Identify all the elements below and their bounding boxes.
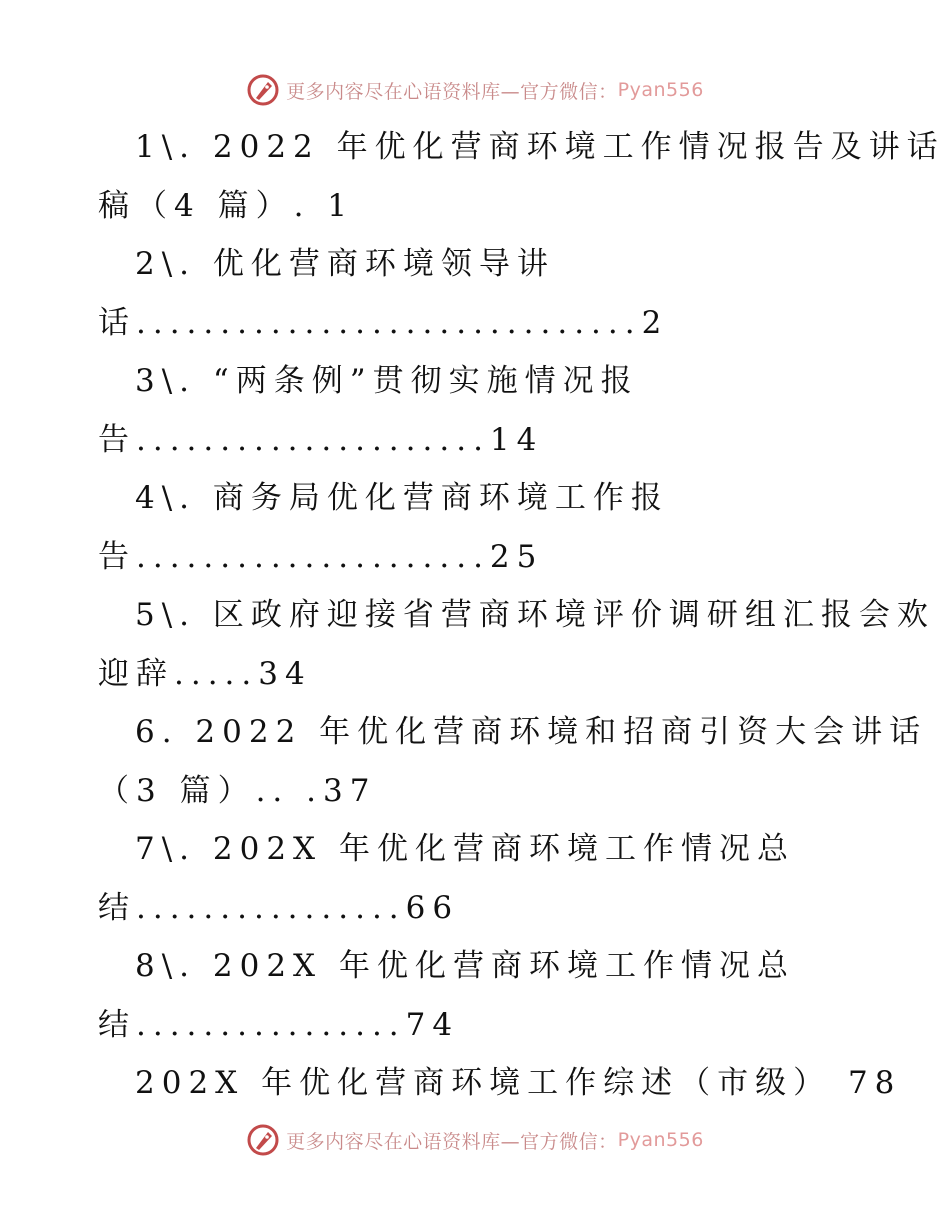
toc-line: 迎辞.....34 bbox=[98, 655, 312, 692]
toc-line: 稿（4 篇）. 1 bbox=[98, 187, 355, 224]
toc-line: 8\. 202X 年优化营商环境工作情况总 bbox=[135, 948, 795, 984]
toc-line: 3\. “两条例”贯彻实施情况报 bbox=[135, 363, 639, 399]
table-of-contents bbox=[98, 118, 945, 1113]
toc-line: 5\. 区政府迎接省营商环境评价调研组汇报会欢 bbox=[135, 597, 935, 633]
toc-line: 4\. 商务局优化营商环境工作报 bbox=[135, 480, 669, 516]
toc-line: 202X 年优化营商环境工作综述（市级） 78 bbox=[135, 1065, 902, 1101]
banner-handle: Pyan556 bbox=[617, 79, 704, 101]
toc-line: 话..............................2 bbox=[98, 304, 669, 341]
banner-text: 更多内容尽在心语资料库—官方微信： bbox=[286, 1130, 618, 1153]
toc-line: 6. 2022 年优化营商环境和招商引资大会讲话 bbox=[135, 714, 928, 750]
toc-line: 7\. 202X 年优化营商环境工作情况总 bbox=[135, 831, 795, 867]
banner-handle: Pyan556 bbox=[617, 1129, 704, 1151]
pen-nib-circle-icon bbox=[246, 73, 280, 107]
toc-line: （3 篇）.. .37 bbox=[98, 772, 377, 809]
toc-line: 结................74 bbox=[98, 1006, 460, 1043]
toc-line: 1\. 2022 年优化营商环境工作情况报告及讲话 bbox=[135, 129, 945, 165]
toc-line: 告.....................14 bbox=[98, 421, 544, 458]
toc-line: 结................66 bbox=[98, 889, 460, 926]
banner-text: 更多内容尽在心语资料库—官方微信： bbox=[286, 80, 618, 103]
pen-nib-circle-icon bbox=[246, 1123, 280, 1157]
footer-watermark-banner bbox=[0, 1120, 950, 1160]
header-watermark-banner bbox=[0, 70, 950, 110]
toc-line: 告.....................25 bbox=[98, 538, 544, 575]
toc-line: 2\. 优化营商环境领导讲 bbox=[135, 246, 555, 282]
